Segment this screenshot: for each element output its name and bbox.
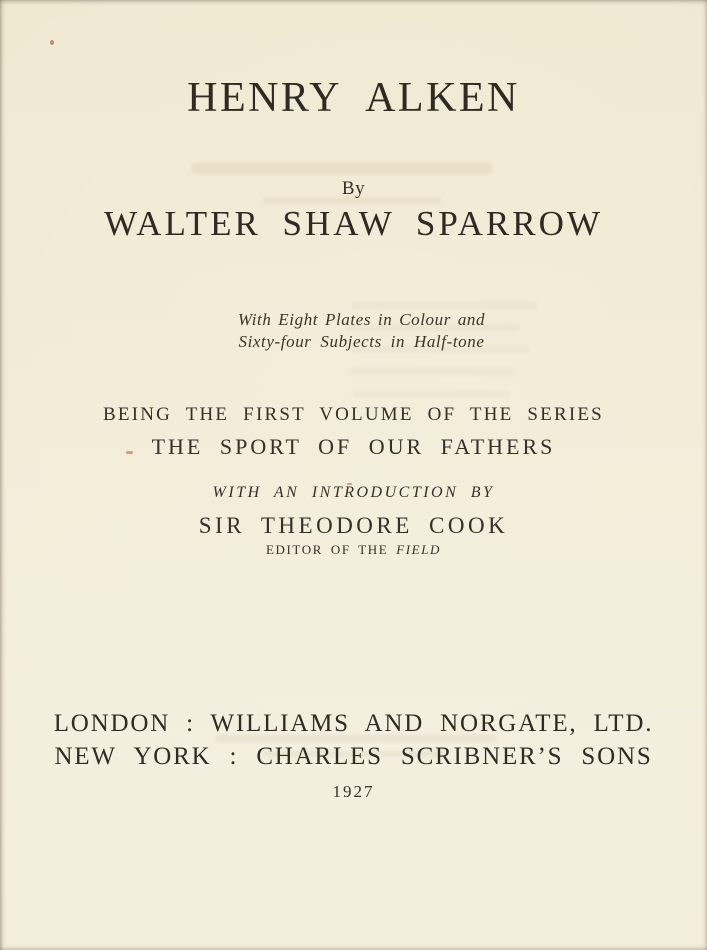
byline-label: By — [341, 178, 366, 199]
series-statement: BEING THE FIRST VOLUME OF THE SERIES — [103, 404, 604, 425]
introduction-label: WITH AN INTRODUCTION BY — [212, 484, 495, 501]
paper-speck — [50, 40, 54, 45]
introduction-author-role — [0, 543, 707, 558]
show-through-ghost — [352, 302, 537, 309]
show-through-ghost — [348, 368, 516, 375]
book-title: HENRY ALKEN — [187, 75, 520, 121]
role-prefix: EDITOR OF THE — [265, 542, 397, 557]
plates-note-line1: With Eight Plates in Colour and — [237, 310, 486, 329]
publication-year: 1927 — [332, 782, 375, 801]
show-through-ghost — [352, 390, 510, 397]
introduction-author: SIR THEODORE COOK — [198, 513, 509, 538]
role-publication: FIELD — [396, 542, 442, 557]
plates-note-line2: Sixty-four Subjects in Half-tone — [238, 332, 485, 351]
imprint-london: LONDON : WILLIAMS AND NORGATE, LTD. — [53, 710, 654, 737]
author-name: WALTER SHAW SPARROW — [104, 204, 603, 243]
series-title: THE SPORT OF OUR FATHERS — [151, 434, 556, 459]
show-through-ghost — [192, 163, 492, 174]
imprint-newyork: NEW YORK : CHARLES SCRIBNER’S SONS — [54, 743, 653, 770]
